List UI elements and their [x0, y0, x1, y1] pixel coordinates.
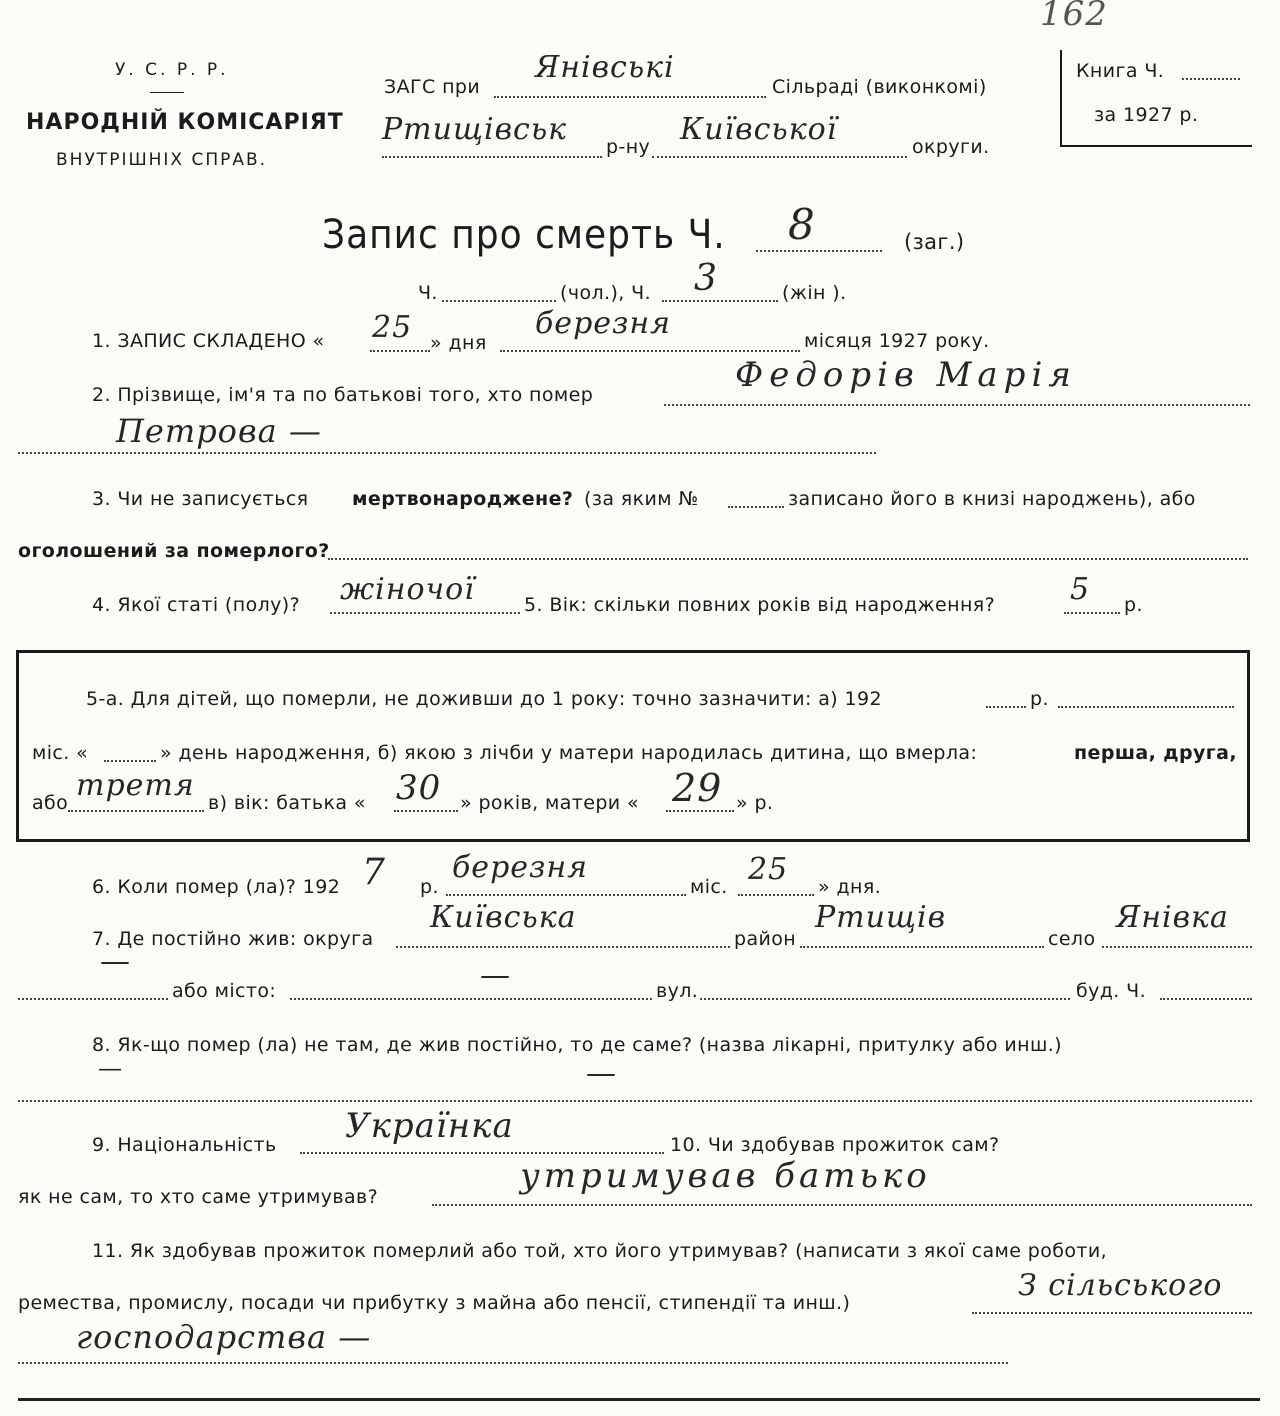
item7-rayon: Ртищів	[815, 900, 947, 935]
item2-name1: Федорів Марія	[735, 355, 1077, 395]
item9-label: 9. Національність	[92, 1134, 277, 1156]
item6-month-line	[446, 894, 686, 896]
item5a-father-age: 30	[396, 768, 442, 808]
item7-street-line	[700, 998, 1070, 1000]
item5a-year-line	[986, 706, 1026, 708]
item1-label: 1. ЗАПИС СКЛАДЕНО «	[92, 330, 325, 352]
female-number-line	[662, 300, 778, 302]
item6-label: 6. Коли помер (ла)? 192	[92, 876, 341, 898]
page-title: Запис про смерть Ч.	[322, 212, 726, 258]
item7-dash1: —	[100, 944, 131, 979]
item9-value: Українка	[345, 1106, 514, 1146]
item5a-mother-line	[666, 810, 734, 812]
okrug-line	[652, 156, 907, 158]
item3-stillborn: мертвонароджене?	[352, 488, 574, 510]
female-number: 3	[694, 258, 718, 299]
male-number-line	[442, 300, 556, 302]
title-number-line	[756, 250, 882, 252]
zags-value: Янівські	[535, 50, 675, 85]
item5a-line1-end: р.	[1030, 688, 1049, 710]
item2-name2: Петрова —	[116, 412, 322, 450]
zags-label: ЗАГС при	[384, 76, 481, 98]
item5a-day-line	[104, 760, 156, 762]
item2-label: 2. Прізвище, ім'я та по батькові того, хто помер	[92, 384, 594, 406]
item3-line	[328, 558, 1248, 560]
book-line	[1182, 78, 1240, 80]
item6-month: березня	[452, 850, 589, 885]
book-label: Книга Ч.	[1076, 60, 1165, 82]
item8-dash: —	[586, 1056, 617, 1091]
item1-mid: » дня	[430, 332, 487, 354]
council-label: Сільраді (виконкомі)	[772, 76, 987, 98]
divider	[150, 92, 184, 93]
item6-r-label: р.	[420, 876, 439, 898]
item5-value: 5	[1070, 572, 1091, 607]
item8-label: 8. Як-що помер (ла) не там, де жив постійно, то де саме? (назва лікарні, притулку або инш.)	[92, 1034, 1062, 1056]
item5a-line3-b: в) вік: батька «	[208, 792, 366, 814]
item7-city-label: або місто:	[172, 980, 277, 1002]
record-number: 8	[788, 200, 816, 249]
item11-line1	[972, 1312, 1252, 1314]
item1-day: 25	[372, 310, 413, 345]
item11-label1: 11. Як здобував прожиток померлий або той, хто його утримував? (написати з якої саме роботи,	[92, 1240, 1108, 1262]
item11-value1: З сільського	[1018, 1268, 1223, 1303]
item7-label: 7. Де постійно жив: округа	[92, 928, 374, 950]
item5a-mother-age: 29	[672, 766, 723, 810]
item7-okrug-line	[396, 946, 730, 948]
item6-day-label: » дня.	[818, 876, 882, 898]
item3-number-line	[728, 506, 784, 508]
item7-selo-line	[1102, 946, 1252, 948]
item5a-month-line	[1058, 706, 1234, 708]
item11-line2	[18, 1362, 1008, 1364]
item7-dash2: —	[480, 958, 511, 993]
item3-declared-dead: оголошений за померлого?	[18, 540, 330, 562]
header-internal-affairs: ВНУТРІШНІХ СПРАВ.	[56, 150, 268, 170]
rayon-value: Ртищівськ	[382, 112, 568, 147]
zags-line	[494, 96, 766, 98]
item7-street-label: вул.	[656, 980, 699, 1002]
item5a-father-line	[394, 810, 458, 812]
item5a-line2-a: міс. «	[32, 742, 89, 764]
item9-line	[300, 1152, 664, 1154]
item10-label2: як не сам, то хто саме утримував?	[18, 1186, 379, 1208]
item6-day-line	[738, 894, 814, 896]
item1-month: березня	[535, 306, 672, 341]
item2-line1	[664, 404, 1250, 406]
male-prefix: Ч.	[418, 282, 438, 304]
title-suffix: (заг.)	[904, 230, 965, 254]
item10-value: утримував батько	[520, 1156, 931, 1196]
item3-label-a: 3. Чи не записується	[92, 488, 309, 510]
item7-rayon-line	[800, 946, 1044, 948]
rayon-line	[382, 156, 602, 158]
item1-day-line	[370, 350, 430, 352]
item3-label-c: записано його в книзі народжень), або	[788, 488, 1196, 510]
item5a-line2-bold: перша, друга,	[1074, 742, 1237, 764]
item4-value: жіночої	[340, 572, 475, 607]
item10-line	[432, 1204, 1252, 1206]
item5-line	[1064, 612, 1120, 614]
item1-tail: місяця 1927 року.	[804, 330, 990, 352]
item5a-line2-b: » день народження, б) якою з лічби у матери народилась дитина, що вмерла:	[160, 742, 978, 764]
item11-label2: ремества, промислу, посади чи прибутку з майна або пенсії, стипендії та инш.)	[18, 1292, 851, 1314]
item3-label-b: (за яким №	[584, 488, 699, 510]
item11-value2: господарства —	[76, 1318, 372, 1356]
item10-label: 10. Чи здобував прожиток сам?	[670, 1134, 1000, 1156]
item7-house-line	[1160, 998, 1252, 1000]
item8-dash-left: —	[98, 1054, 123, 1082]
item5a-line1: 5-а. Для дітей, що померли, не доживши до 1 року: точно зазначити: а) 192	[86, 688, 883, 710]
item4-line	[330, 612, 520, 614]
okrug-value: Київської	[680, 112, 838, 147]
item7-selo-label: село	[1048, 928, 1096, 950]
item5-unit: р.	[1124, 594, 1143, 616]
item7-house-label: буд. Ч.	[1076, 980, 1147, 1002]
item6-day: 25	[748, 852, 789, 887]
item5-label: 5. Вік: скільки повних років від народження?	[524, 594, 996, 616]
item1-month-line	[500, 350, 800, 352]
book-year: за 1927 р.	[1094, 104, 1199, 126]
item4-label: 4. Якої статі (полу)?	[92, 594, 301, 616]
item8-line	[18, 1100, 1252, 1102]
item5a-order-value: третя	[76, 768, 195, 803]
item7-city-pre-line	[18, 998, 168, 1000]
item5a-line3-c: » років, матери «	[460, 792, 639, 814]
item5a-line3-a: або	[32, 792, 69, 814]
item6-mis-label: міс.	[690, 876, 728, 898]
item5a-line3-d: » р.	[736, 792, 774, 814]
bottom-rule	[18, 1398, 1260, 1401]
header-commissariat: НАРОДНІЙ КОМІСАРІЯТ	[26, 110, 344, 135]
item6-year-digit: 7	[362, 852, 386, 893]
header-ussr: У. С. Р. Р.	[115, 60, 229, 80]
male-label: (чол.), Ч.	[560, 282, 652, 304]
rayon-label: р-ну	[606, 136, 651, 158]
item7-okrug: Київська	[430, 900, 577, 935]
item2-line2	[18, 452, 876, 454]
corner-page-mark: 162	[1040, 0, 1108, 34]
item5a-order-line	[68, 810, 204, 812]
item7-city-line	[290, 998, 652, 1000]
item7-rayon-label: район	[734, 928, 797, 950]
female-label: (жін ).	[782, 282, 847, 304]
item7-selo: Янівка	[1116, 900, 1229, 935]
okrug-label: округи.	[912, 136, 990, 158]
